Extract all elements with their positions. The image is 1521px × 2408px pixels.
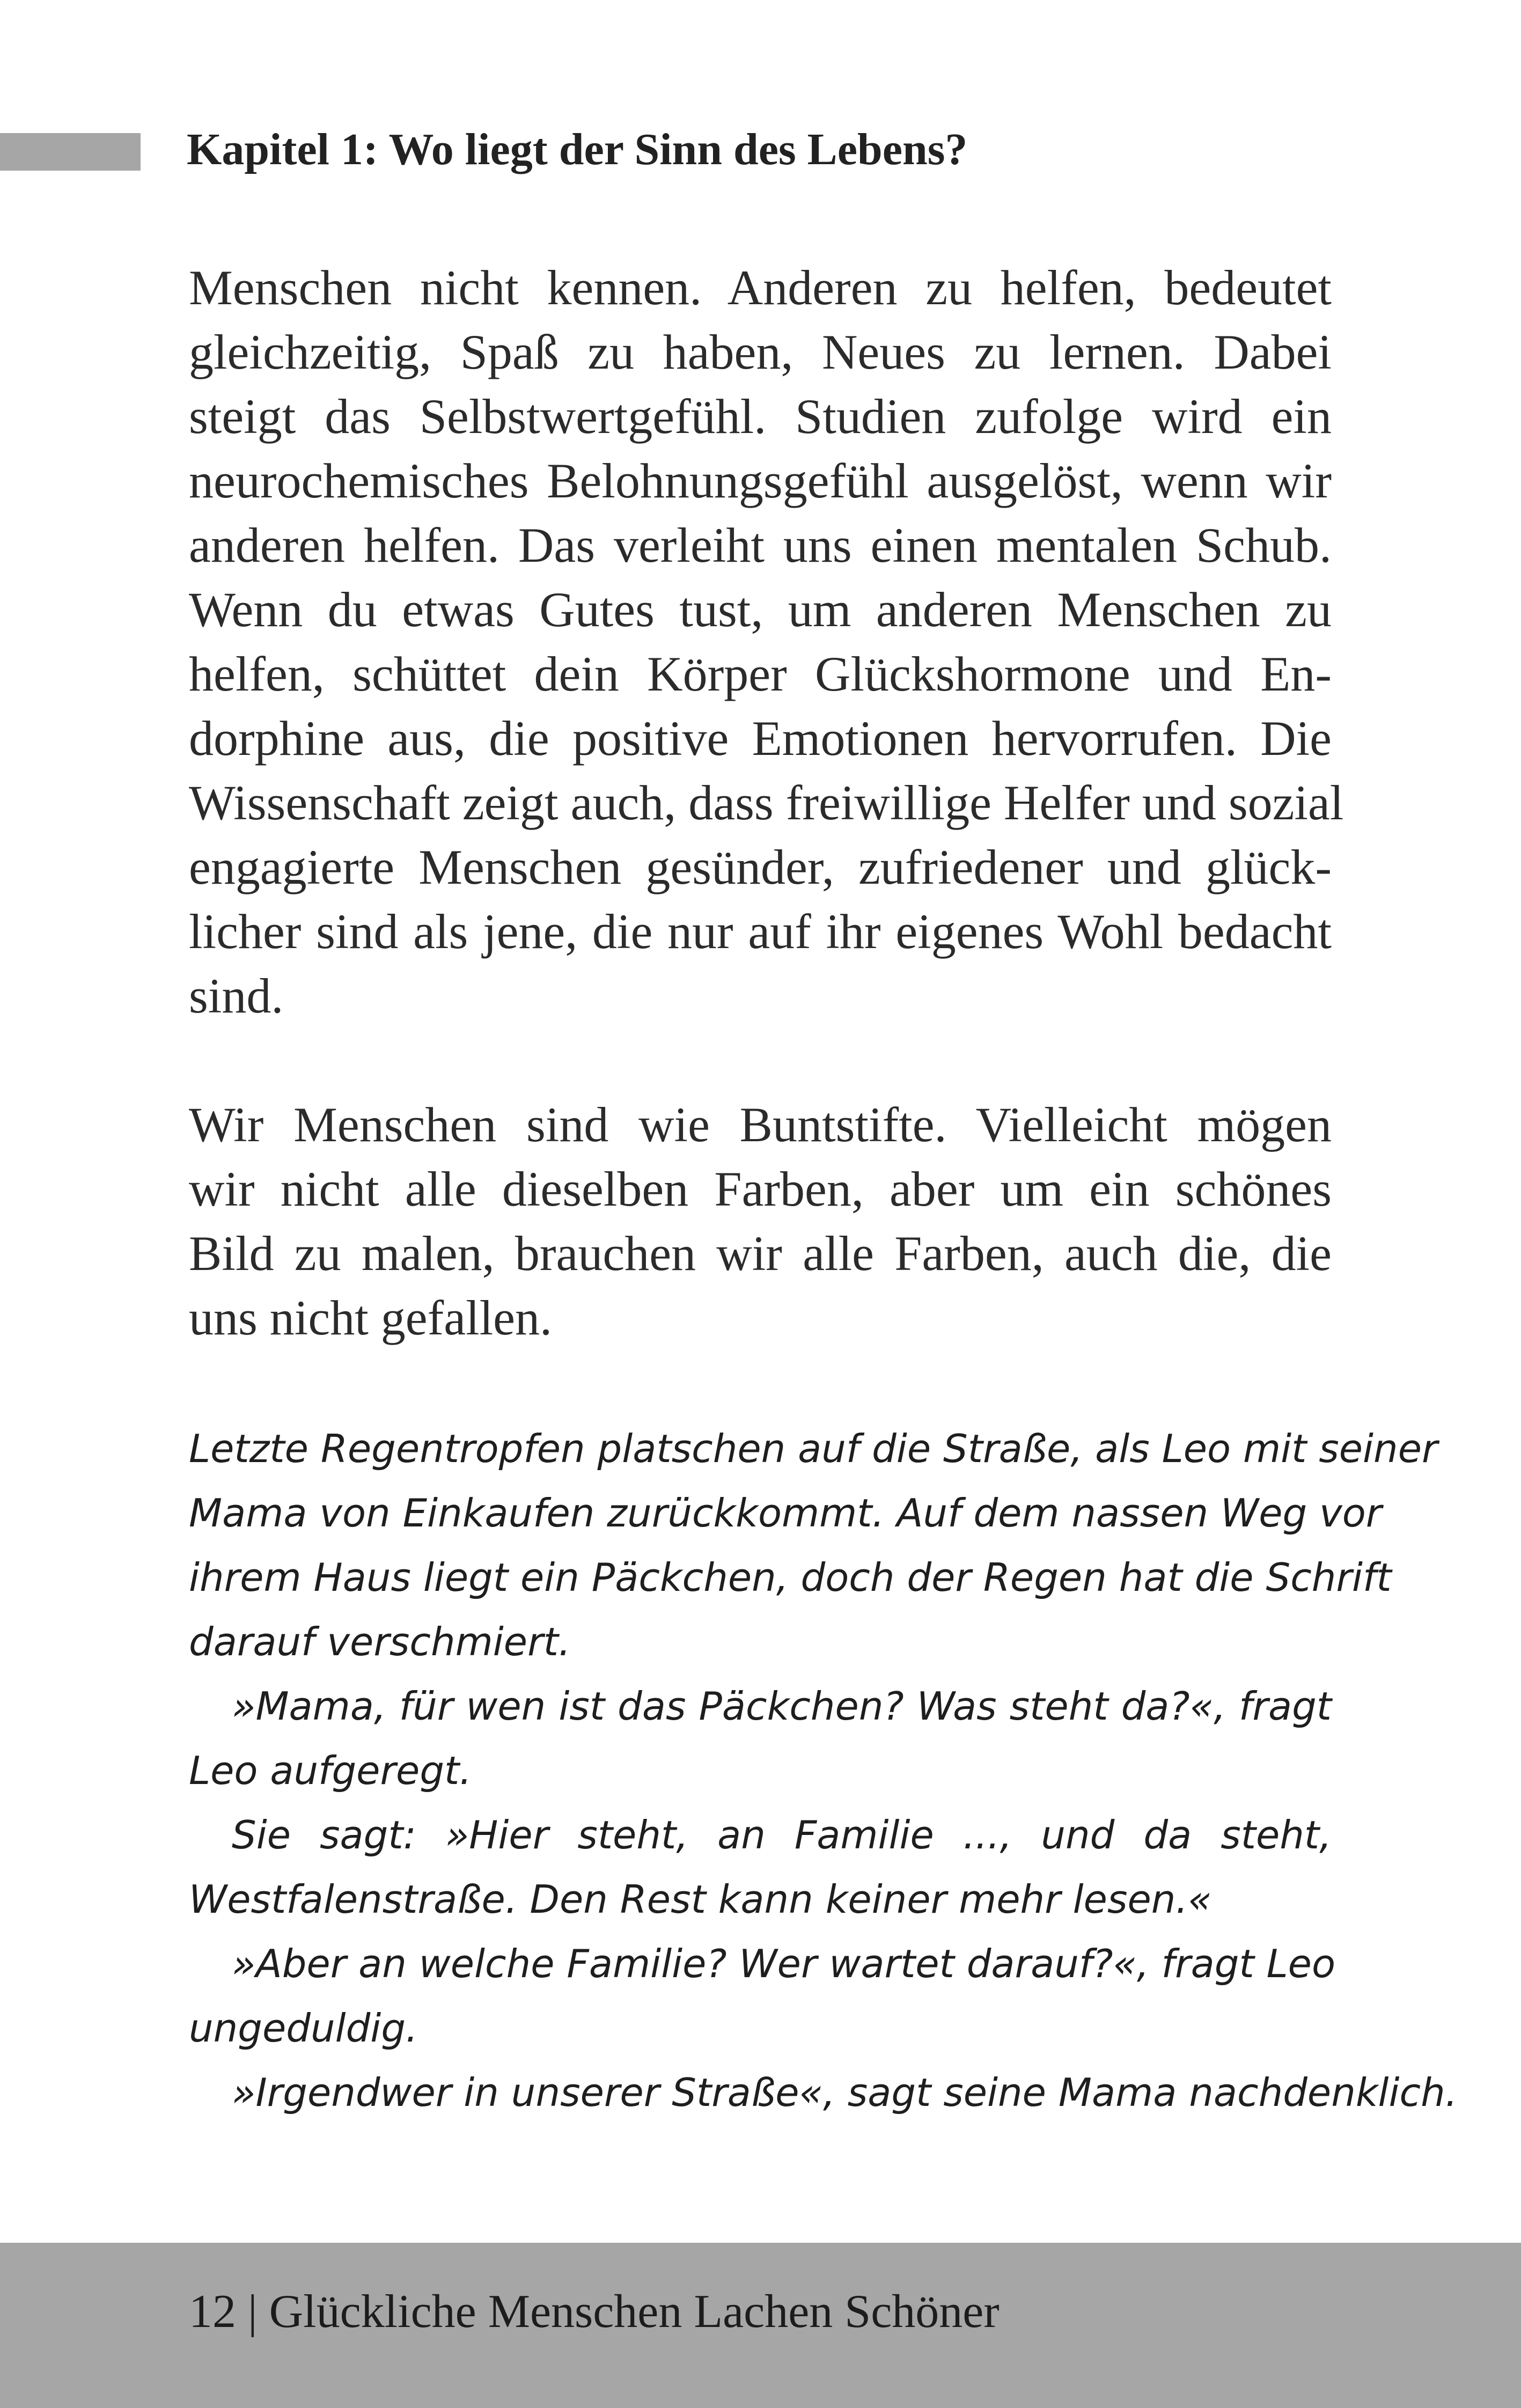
story-line: »Mama, für wen ist das Päckchen? Was steht da?«, fragt xyxy=(232,1684,1332,1729)
page-footer: 12 | Glückliche Menschen Lachen Schöner xyxy=(189,2286,1000,2338)
text-line: gleichzeitig, Spaß zu haben, Neues zu lernen. Dabei xyxy=(189,325,1332,379)
story-line: Leo aufgeregt. xyxy=(189,1748,472,1793)
story-excerpt xyxy=(189,1416,1458,2125)
text-line: Menschen nicht kennen. Anderen zu helfen, bedeutet xyxy=(189,260,1332,315)
story-line: Sie sagt: »Hier steht, an Familie ..., und da steht, xyxy=(232,1812,1332,1858)
story-line: »Irgendwer in unserer Straße«, sagt seine Mama nachdenklich. xyxy=(232,2070,1458,2115)
text-line: engagierte Menschen gesünder, zufriedener und glück- xyxy=(189,840,1332,894)
text-line: Wenn du etwas Gutes tust, um anderen Menschen zu xyxy=(189,582,1332,637)
text-line: Bild zu malen, brauchen wir alle Farben, auch die, die xyxy=(189,1226,1332,1281)
text-line: wir nicht alle dieselben Farben, aber um ein schönes xyxy=(189,1162,1332,1216)
story-line: Westfalenstraße. Den Rest kann keiner mehr lesen.« xyxy=(189,1877,1212,1922)
header-accent-bar xyxy=(0,133,141,171)
text-line: licher sind als jene, die nur auf ihr eigenes Wohl bedacht xyxy=(189,904,1332,959)
text-line: Wissenschaft zeigt auch, dass freiwillige Helfer und sozial xyxy=(189,775,1344,830)
story-line: »Aber an welche Familie? Wer wartet darauf?«, fragt Leo xyxy=(232,1941,1336,1986)
text-line: neurochemisches Belohnungsgefühl ausgelöst, wenn wir xyxy=(189,453,1332,508)
text-line: helfen, schüttet dein Körper Glückshormone und En- xyxy=(189,647,1332,701)
paragraph-1 xyxy=(189,255,1344,1028)
text-line: Wir Menschen sind wie Buntstifte. Vielleicht mögen xyxy=(189,1097,1332,1152)
story-line: ungeduldig. xyxy=(189,2006,418,2051)
text-line: steigt das Selbstwertgefühl. Studien zufolge wird ein xyxy=(189,389,1332,444)
text-line: uns nicht gefallen. xyxy=(189,1290,553,1345)
text-line: anderen helfen. Das verleiht uns einen mentalen Schub. xyxy=(189,518,1332,572)
paragraph-2 xyxy=(189,1092,1332,1350)
chapter-title: Kapitel 1: Wo liegt der Sinn des Lebens? xyxy=(187,124,968,174)
text-line: sind. xyxy=(189,968,284,1023)
story-line: ihrem Haus liegt ein Päckchen, doch der Regen hat die Schrift xyxy=(189,1555,1392,1600)
story-line: Mama von Einkaufen zurückkommt. Auf dem nassen Weg vor xyxy=(189,1491,1382,1536)
story-line: Letzte Regentropfen platschen auf die Straße, als Leo mit seiner xyxy=(189,1426,1438,1471)
text-line: dorphine aus, die positive Emotionen hervorrufen. Die xyxy=(189,711,1332,766)
story-line: darauf verschmiert. xyxy=(189,1619,571,1664)
